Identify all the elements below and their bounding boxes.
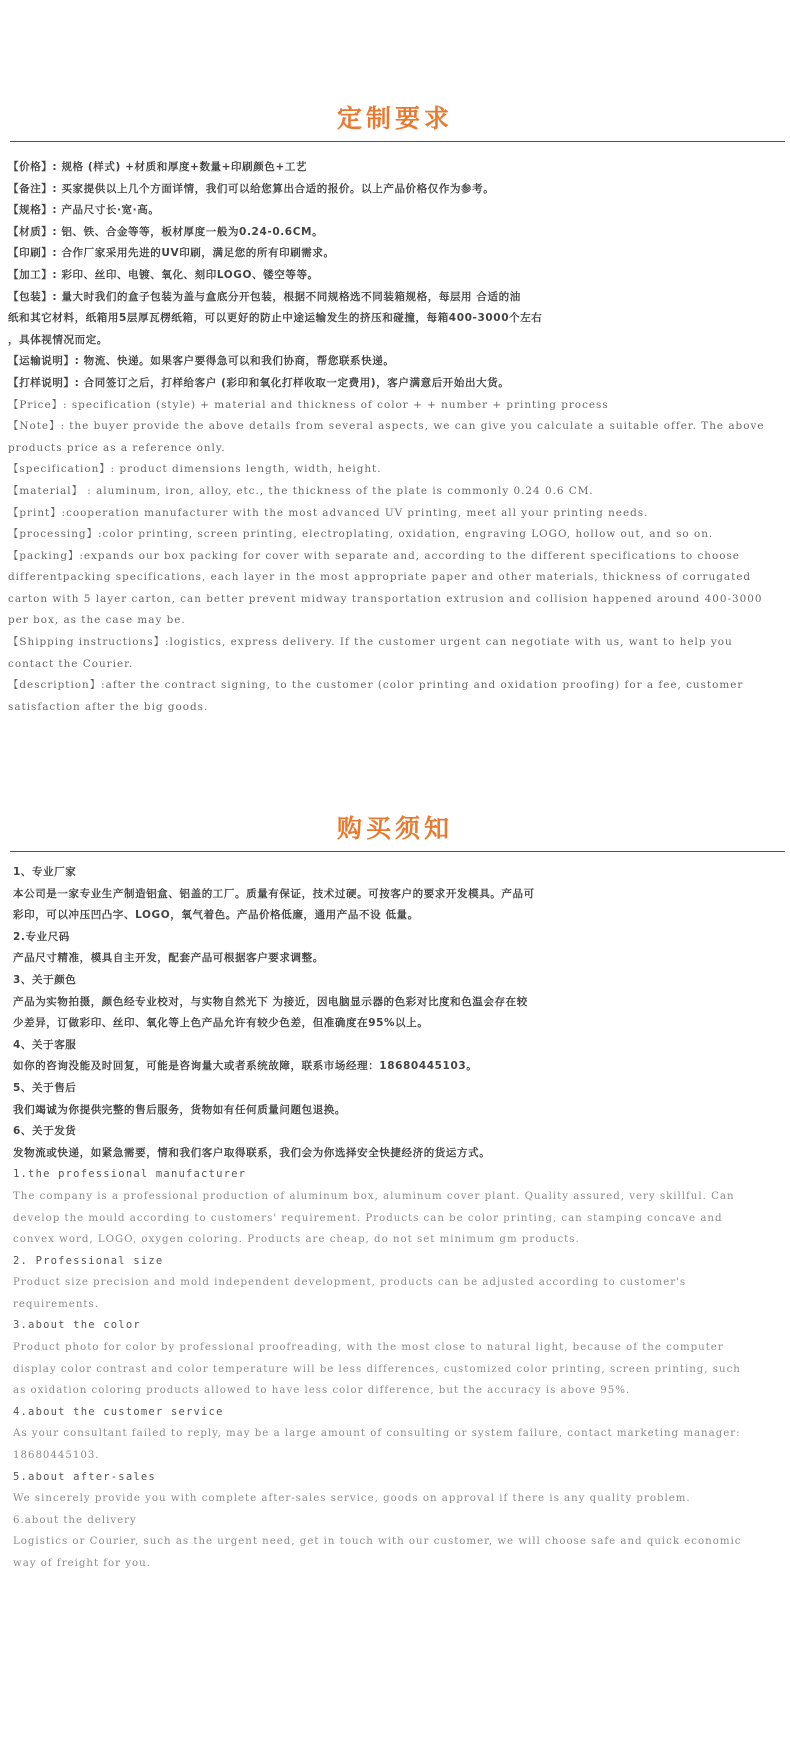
text-line: 产品尺寸精准，模具自主开发，配套产品可根据客户要求调整。 (13, 952, 324, 965)
text-line: 3.about the color (13, 1319, 141, 1332)
text-line: 发物流或快递，如紧急需要，情和我们客户取得联系，我们会为你选择安全快捷经济的货运方式。 (13, 1146, 491, 1159)
text-line: 【材质】: 铝、铁、合金等等，板材厚度一般为0.24-0.6CM。 (8, 225, 324, 238)
text-line: Logistics or Courier, such as the urgent need, get in touch with our customer, we will choose safe and quick economic (13, 1536, 742, 1548)
text-line: 4.about the customer service (13, 1405, 224, 1418)
text-line: as oxidation coloring products allowed to have less color difference, but the accuracy is above 95%. (13, 1385, 631, 1397)
text-line: 纸和其它材料，纸箱用5层厚瓦楞纸箱，可以更好的防止中途运输发生的挤压和碰撞，每箱400-3000个左右 (8, 312, 543, 325)
title-divider (10, 141, 785, 142)
text-line: 【运输说明】: 物流、快递。如果客户要得急可以和我们协商，帮您联系快递。 (8, 355, 395, 368)
purchase-notice-text (13, 862, 790, 1575)
text-line: 【Shipping instructions】:logistics, express delivery. If the customer urgent can negotiate with us, want to help you (8, 636, 733, 649)
text-line: 【description】:after the contract signing, to the customer (color printing and oxidation proofing) for a fee, customer (8, 679, 744, 692)
text-line: 【packing】:expands our box packing for cover with separate and, according to the different specifications to choose (8, 549, 740, 562)
text-line: way of freight for you. (13, 1558, 151, 1569)
text-line: 【规格】: 产品尺寸长·宽·高。 (8, 204, 160, 217)
text-line: 产品为实物拍摄，颜色经专业校对，与实物自然光下 为接近，因电脑显示器的色彩对比度和色温会存在较 (13, 995, 528, 1008)
text-line: 【价格】: 规格 (样式) +材质和厚度+数量+印刷颜色+工艺 (8, 161, 308, 173)
text-line: display color contrast and color temperature will be less differences, customized color printing, screen printing, such (13, 1363, 741, 1375)
text-line: differentpacking specifications, each layer in the most appropriate paper and other materials, thickness of corrugated (8, 571, 752, 584)
text-line: 3、关于颜色 (13, 973, 77, 986)
text-line: 18680445103. (13, 1450, 100, 1462)
text-line: 【specification】: product dimensions length, width, height. (8, 463, 382, 476)
title-divider (10, 851, 785, 852)
text-line: 【processing】:color printing, screen printing, electroplating, oxidation, engraving LOGO, hollow out, and so on. (8, 528, 714, 541)
text-line: contact the Courier. (8, 657, 134, 670)
text-line: requirements. (13, 1298, 99, 1310)
text-line: 如你的咨询没能及时回复，可能是咨询量大或者系统故障，联系市场经理：18680445103。 (13, 1060, 478, 1073)
text-line: Product photo for color by professional proofreading, with the most close to natural light, because of the computer (13, 1342, 724, 1354)
text-line: Product size precision and mold independent development, products can be adjusted according to customer's (13, 1277, 687, 1289)
text-line: 4、关于客服 (13, 1038, 77, 1051)
text-line: 彩印，可以冲压凹凸字、LOGO，氧气着色。产品价格低廉，通用产品不设 低量。 (13, 909, 419, 922)
custom-requirements-title: 定制要求 (336, 104, 453, 133)
text-line: 我们竭诚为你提供完整的售后服务，货物如有任何质量问题包退换。 (13, 1103, 346, 1116)
text-line: convex word, LOGO, oxygen coloring. Products are cheap, do not set minimum gm products. (13, 1234, 580, 1246)
text-line: develop the mould according to customers' requirement. Products can be color printing, can stamping concave and (13, 1212, 723, 1224)
text-line: 5、关于售后 (13, 1081, 77, 1094)
text-line: per box, as the case may be. (8, 614, 186, 627)
text-line: 1.the professional manufacturer (13, 1168, 247, 1181)
text-line: 6、关于发货 (13, 1125, 77, 1138)
text-line: 【印刷】: 合作厂家采用先进的UV印刷，满足您的所有印刷需求。 (8, 247, 335, 260)
text-line: As your consultant failed to reply, may be a large amount of consulting or system failure, contact marketing manager: (13, 1428, 741, 1440)
text-line: 1、专业厂家 (13, 866, 77, 878)
text-line: The company is a professional production of aluminum box, aluminum cover plant. Quality assured, very skillful. Can (13, 1190, 735, 1202)
text-line: 6.about the delivery (13, 1514, 137, 1526)
purchase-notice-title: 购买须知 (336, 814, 453, 843)
custom-requirements-text (8, 157, 786, 718)
text-line: 【Note】: the buyer provide the above details from several aspects, we can give you calculate a suitable offer. The above (8, 420, 765, 433)
text-line: 【material】 : aluminum, iron, alloy, etc., the thickness of the plate is commonly 0.24 0.6 CM. (8, 484, 594, 497)
text-line: 本公司是一家专业生产制造铝盒、铝盖的工厂。质量有保证，技术过硬。可按客户的要求开发模具。产品可 (13, 887, 535, 900)
text-line: satisfaction after the big goods. (8, 700, 209, 713)
text-line: 【包装】: 量大时我们的盒子包装为盖与盒底分开包装，根据不同规格选不同装箱规格，每层用 合适的油 (8, 290, 521, 303)
text-line: 【Price】: specification (style) + material and thickness of color + + number + printing process (8, 398, 609, 411)
text-line: ，具体视情况而定。 (8, 333, 108, 346)
text-line: 2.专业尺码 (13, 930, 70, 943)
text-line: 【备注】: 买家提供以上几个方面详情，我们可以给您算出合适的报价。以上产品价格仅作为参考。 (8, 182, 495, 195)
text-line: 【打样说明】: 合同签订之后，打样给客户 (彩印和氧化打样收取一定费用)，客户满意后开始出大货。 (8, 376, 510, 389)
text-line: We sincerely provide you with complete after-sales service, goods on approval if there is any quality problem. (13, 1493, 691, 1505)
text-line: products price as a reference only. (8, 441, 226, 454)
text-line: 【print】:cooperation manufacturer with the most advanced UV printing, meet all your printing needs. (8, 506, 649, 519)
text-line: carton with 5 layer carton, can better prevent midway transportation extrusion and collision happened around 400-3000 (8, 592, 763, 605)
text-line: 2. Professional size (13, 1254, 164, 1267)
text-line: 少差异，订做彩印、丝印、氧化等上色产品允许有较少色差，但准确度在95%以上。 (13, 1017, 429, 1030)
text-line: 【加工】: 彩印、丝印、电镀、氧化、刻印LOGO、镂空等等。 (8, 268, 319, 281)
text-line: 5.about after-sales (13, 1470, 156, 1483)
